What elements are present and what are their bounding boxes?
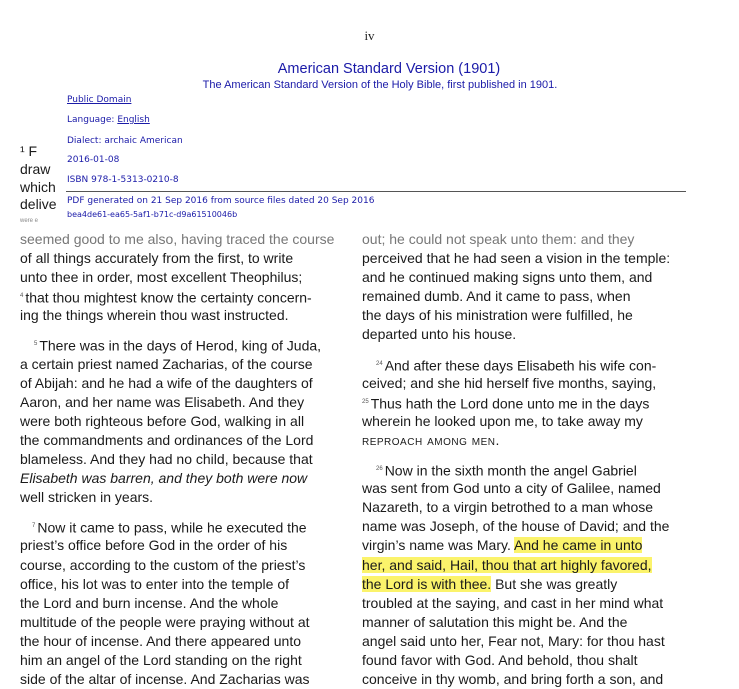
text-line: ing the things wherein thou wast instructed. [20,307,289,324]
text-line: Nazareth, to a virgin betrothed to a man whose [362,499,654,516]
generated-text: PDF generated on 21 Sep 2016 from source files dated 20 Sep 2016 [67,196,375,206]
text-line: conceive in thy womb, and bring forth a son, and [362,671,664,688]
text-line: $^{25}$ Thus hath the Lord done unto me in the days [362,395,650,412]
paragraph [20,335,340,507]
verse-number: 5 [34,341,38,348]
text-line: blameless. And they had no child, because that [20,451,313,468]
text-line: perceived that he had seen a vision in the temple: [362,250,671,267]
text-line: troubled at the saying, and cast in her mind what [362,594,664,611]
text-line: Aaron, and her name was Elisabeth. And they [20,393,305,410]
edition-subtitle: The American Standard Version of the Holy Bible, first published in 1901. [202,79,558,91]
verse-number: 26 [376,466,383,473]
text-line: of all things accurately from the first, to write [20,250,294,267]
language-label: Language: [67,115,118,125]
edition-title: American Standard Version (1901) [277,61,501,77]
text-line: and he continued making signs unto them, and [362,269,653,286]
text-line: wherein he looked upon me, to take away my [362,412,643,429]
text-line: $^4$ that thou mightest know the certainty concern- [20,289,312,306]
text-line: him an angel of the Lord standing on the right [20,651,302,668]
text-line: was sent from God unto a city of Galilee, named [362,480,661,497]
verse-number: 4 [20,293,24,300]
text-line: course, according to the custom of the priest’s [20,556,306,573]
text-line: the Lord is with thee. But she was greatly [362,575,618,592]
fragment-2: draw [20,161,51,177]
text-line: priest’s office before God in the order of his [20,537,288,554]
text-line: seemed good to me also, having traced the course [20,231,335,247]
text-line: side of the altar of incense. And Zacharias was [20,671,310,688]
isbn-text: ISBN 978-1-5313-0210-8 [67,175,179,185]
text-line: ceived; and she hid herself five months, saying, [362,374,657,391]
text-line: of Abijah: and he had a wife of the daughters of [20,374,313,391]
fragment-4: delive [20,196,57,212]
text-line: angel said unto her, Fear not, Mary: for thou hast [362,632,665,649]
paragraph [362,355,702,450]
paragraph [20,517,340,689]
text-line: well stricken in years. [20,489,154,506]
metadata-divider [66,191,686,192]
text-line: office, his lot was to enter into the temple of [20,575,290,592]
license-link[interactable]: Public Domain [67,95,132,105]
text-line: multitude of the people were praying without at [20,613,310,630]
text-line: remained dumb. And it came to pass, when [362,288,631,305]
right-column [362,230,702,689]
text-line: were both righteous before God, walking in all [20,412,305,429]
page-number: iv [364,28,375,43]
text-line: $^{26}$ Now in the sixth month the angel Gabriel [376,462,637,479]
verse-number: 7 [32,523,36,530]
fragment-3: which [20,179,56,195]
paragraph [20,230,340,325]
highlighted-text[interactable]: the Lord is with thee. [362,575,492,592]
left-column [20,230,340,689]
highlighted-text[interactable]: And he came in unto [513,537,643,554]
text-line: a certain priest named Zacharias, of the course [20,355,313,372]
dialect-text: Dialect: archaic American [67,136,183,146]
text-line: out; he could not speak unto them: and they [362,231,635,247]
text-line: Elisabeth was barren, and they both were now [20,470,308,487]
text-line: virgin’s name was Mary. And he came in unto [362,537,643,554]
text-line: the commandments and ordinances of the Lord [20,431,314,448]
text-line: found favor with God. And behold, thou shalt [362,651,638,668]
verse-number: 25 [362,398,369,405]
language-link[interactable]: English [117,115,150,125]
text-line: $^{24}$ And after these days Elisabeth his wife con- [376,357,657,374]
text-line: $^5$ There was in the days of Herod, king of Juda, [34,338,322,355]
highlighted-text[interactable]: her, and said, Hail, thou that art highly favored, [362,556,652,573]
date-text: 2016-01-08 [67,155,120,165]
text-line [362,556,702,575]
fragment-1: ¹ F [20,143,38,159]
text-line: the hour of incense. And there appeared unto [20,632,301,649]
text-line: $^7$ Now it came to pass, while he executed the [32,519,307,536]
text-line: the days of his ministration were fulfilled, he [362,307,633,324]
verse-number: 24 [376,360,383,367]
text-line: departed unto his house. [362,326,517,343]
fragment-5: were e [20,218,39,224]
paragraph [362,460,702,689]
text-line: unto thee in order, most excellent Theophilus; [20,269,303,286]
text-line: name was Joseph, of the house of David; and the [362,518,670,535]
text-line: reproach among men. [362,431,500,448]
text-line: the Lord and burn incense. And the whole [20,594,279,611]
paragraph [362,230,702,345]
text-line: manner of salutation this might be. And the [362,613,628,630]
hash-text: bea4de61-ea65-5af1-b71c-d9a61510046b [67,210,238,219]
